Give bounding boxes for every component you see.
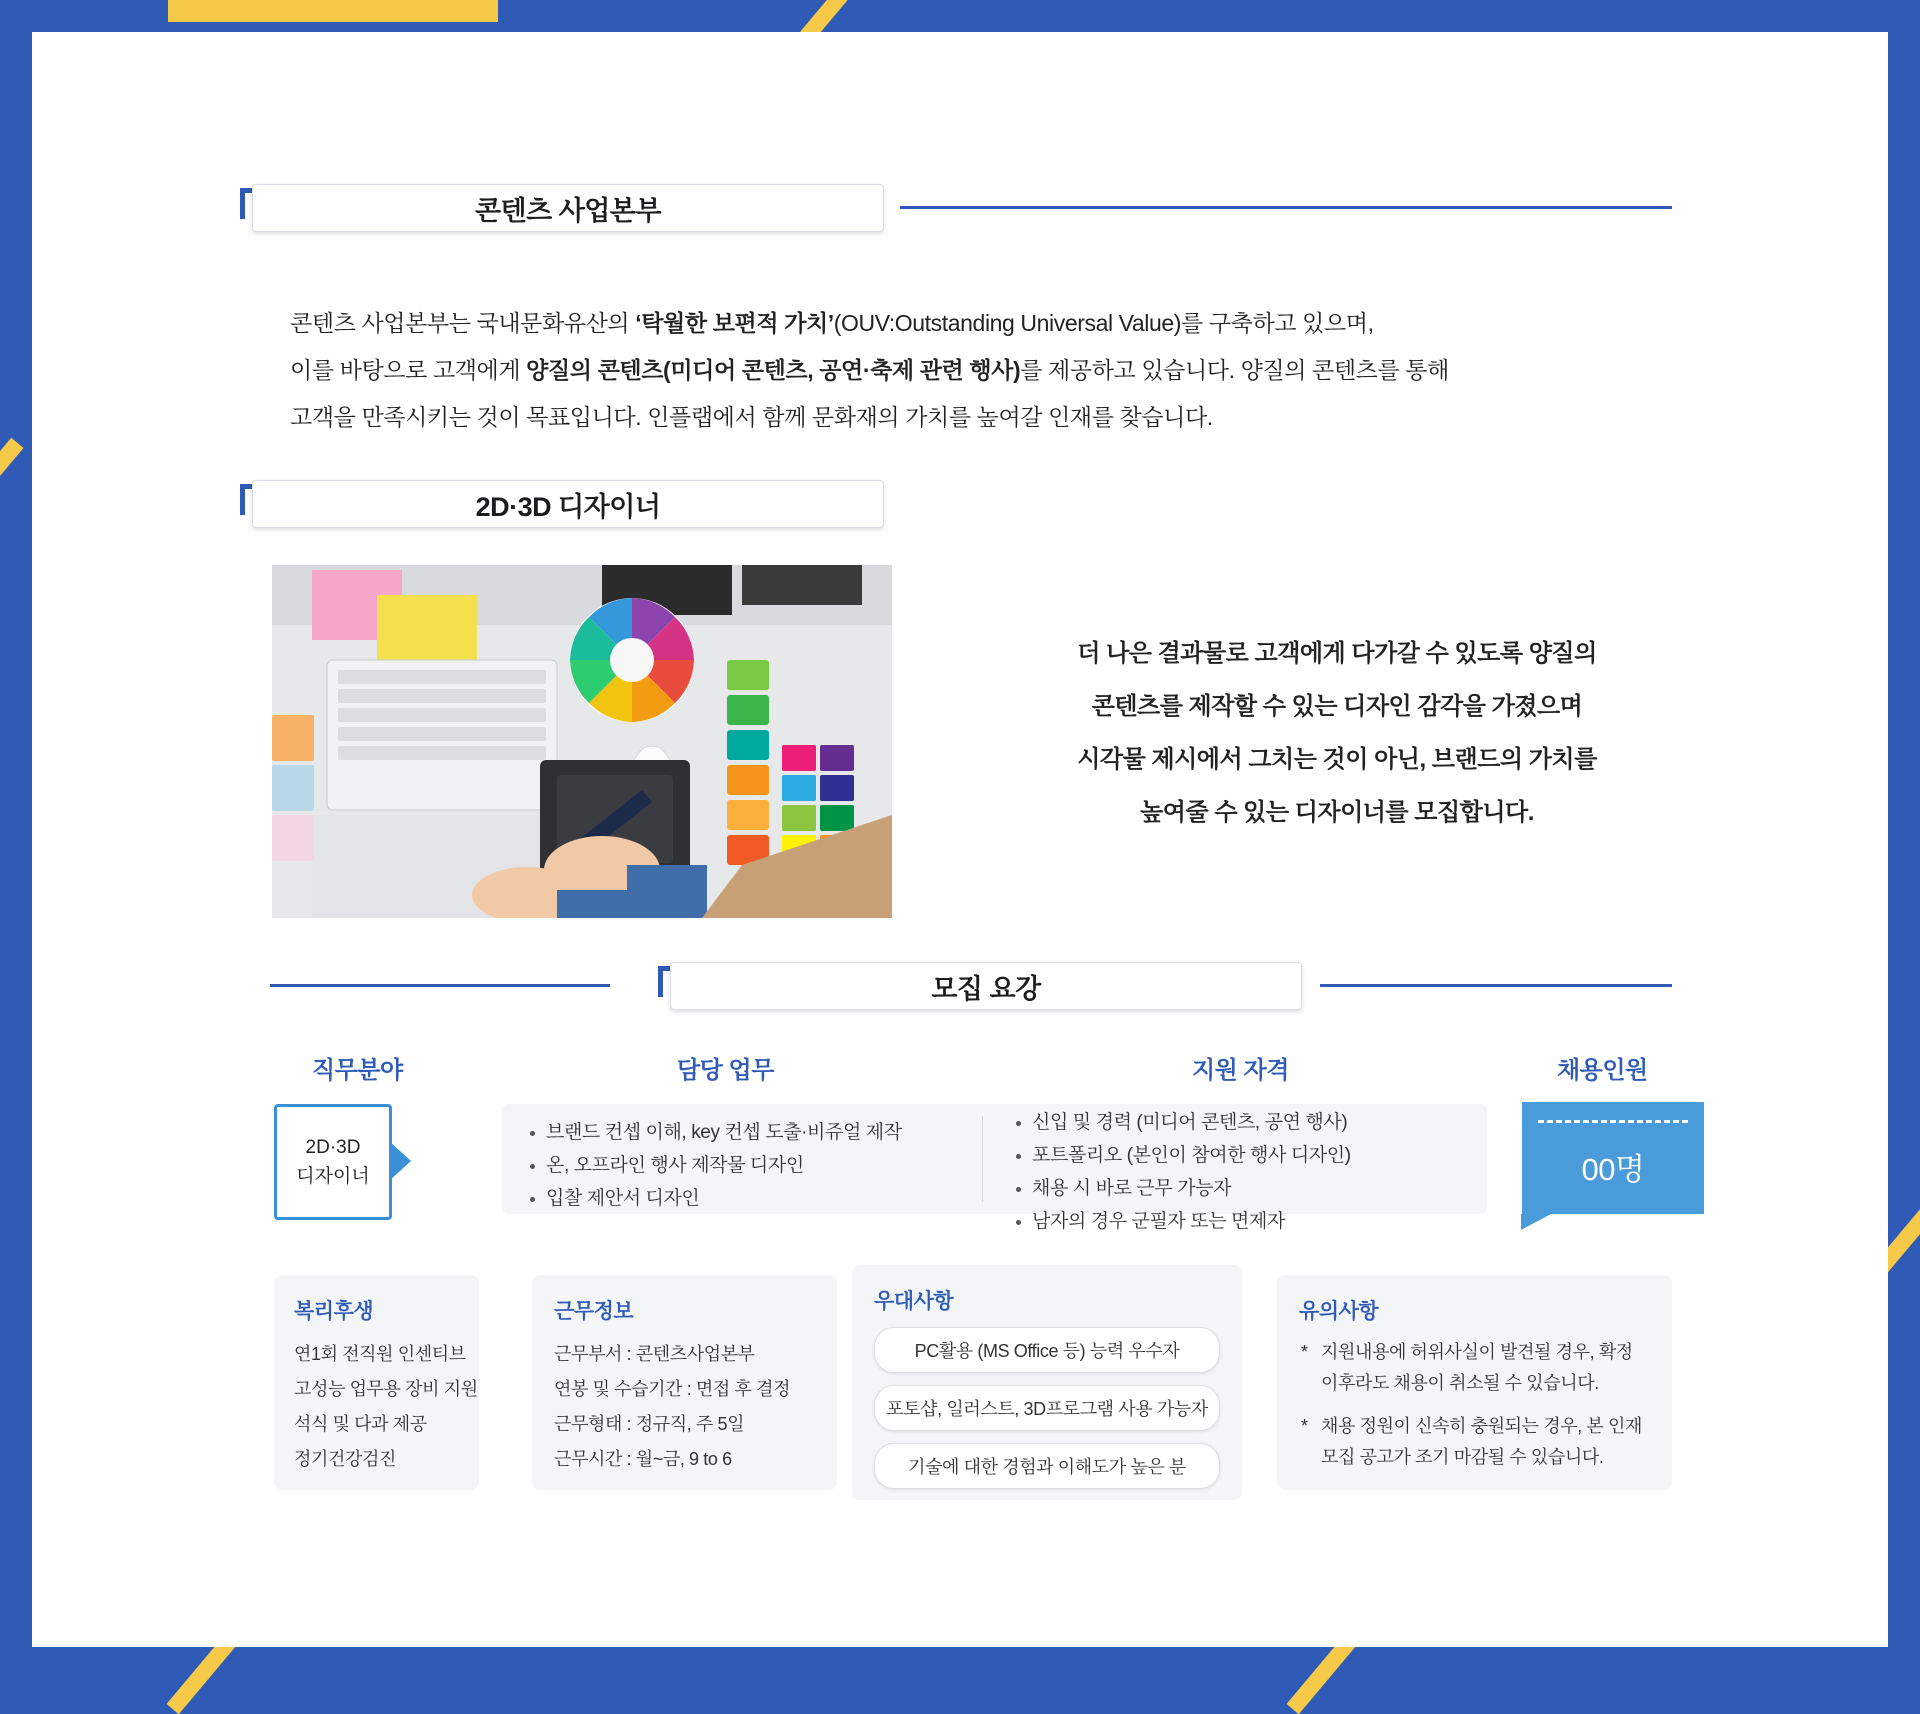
qualification-list [1012,1106,1472,1238]
card-line: 근무부서 : 콘텐츠사업본부 [554,1344,755,1364]
notice-item: * 채용 정원이 신속히 충원되는 경우, 본 인재 모집 공고가 조기 마감될 수 있습니다. [1299,1411,1650,1473]
column-header-qualification: 지원 자격 [1192,1057,1289,1084]
ribbon-dashed-line [1538,1120,1688,1123]
job-field-line1: 2D·3D [305,1137,361,1158]
section-rule-right [900,206,1672,209]
workspace-photo-illustration [272,565,892,918]
list-item: 온, 오프라인 행사 제작물 디자인 [526,1149,976,1182]
panel-divider [982,1116,983,1202]
role-description-line2: 콘텐츠를 제작할 수 있는 디자인 감각을 가졌으며 [1091,693,1583,720]
section-header-department [240,184,1672,230]
role-description-line1: 더 나은 결과물로 고객에게 다가갈 수 있도록 양질의 [1077,640,1597,667]
intro-line2-c: 를 제공하고 있습니다. 양질의 콘텐츠를 통해 [1020,357,1449,383]
headcount-ribbon [1522,1102,1704,1214]
preferred-item: PC활용 (MS Office 등) 능력 우수자 [874,1327,1220,1373]
preferred-item: 기술에 대한 경험과 이해도가 높은 분 [874,1443,1220,1489]
card-title: 우대사항 [874,1290,954,1313]
list-item: 남자의 경우 군필자 또는 면제자 [1012,1205,1472,1238]
intro-paragraph [290,300,1690,441]
card-line: 석식 및 다과 제공 [294,1414,427,1434]
role-description-line3: 시각물 제시에서 그치는 것이 아닌, 브랜드의 가치를 [1077,746,1597,773]
duty-list [526,1116,976,1215]
poster-page [32,32,1888,1647]
intro-line2-highlight: 양질의 콘텐츠(미디어 콘텐츠, 공연·축제 관련 행사) [526,357,1021,383]
section-header-role [240,480,880,526]
intro-line3: 고객을 만족시키는 것이 목표입니다. 인플랩에서 함께 문화재의 가치를 높여갈 인재를 찾습니다. [290,404,1213,430]
column-header-field: 직무분야 [312,1057,403,1084]
intro-line1-c: (OUV:Outstanding Universal Value)를 구축하고 있으며, [833,310,1374,336]
job-field-line2: 디자이너 [296,1166,370,1187]
section-title-box [252,184,884,232]
card-benefits [274,1275,479,1490]
decor-diagonal-left [0,438,23,533]
intro-line2-a: 이를 바탕으로 고객에게 [290,357,527,383]
job-field-tag [274,1104,392,1220]
list-item: 포트폴리오 (본인이 참여한 행사 디자인) [1012,1139,1472,1172]
column-header-duty: 담당 업무 [677,1057,774,1084]
list-item: 브랜드 컨셉 이해, key 컨셉 도출·비쥬얼 제작 [526,1116,976,1149]
card-title: 근무정보 [554,1300,634,1323]
card-preferred [852,1265,1242,1500]
workspace-photo [272,565,892,918]
role-description [1012,627,1662,839]
role-description-line4: 높여줄 수 있는 디자이너를 모집합니다. [1140,799,1534,826]
card-title: 복리후생 [294,1300,374,1323]
list-item: 채용 시 바로 근무 가능자 [1012,1172,1472,1205]
card-title: 유의사항 [1299,1300,1379,1323]
section-header-recruit [240,962,1672,1008]
list-item: 입찰 제안서 디자인 [526,1182,976,1215]
section-title-text: 모집 요강 [931,973,1041,1004]
list-item: 신입 및 경력 (미디어 콘텐츠, 공연 행사) [1012,1106,1472,1139]
intro-line1-a: 콘텐츠 사업본부는 국내문화유산의 [290,310,636,336]
card-work-info [532,1275,837,1490]
decor-yellow-bar-top [168,0,498,22]
section-rule-right [1320,984,1672,987]
card-line: 정기건강검진 [294,1449,396,1469]
duty-qualification-panel [502,1104,1487,1232]
preferred-item: 포토샵, 일러스트, 3D프로그램 사용 가능자 [874,1385,1220,1431]
section-title-text: 콘텐츠 사업본부 [474,195,662,226]
column-header-headcount: 채용인원 [1557,1057,1648,1084]
card-notice [1277,1275,1672,1490]
intro-line1-highlight: ‘탁월한 보편적 가치’ [635,310,834,336]
section-title-box [252,480,884,528]
card-line: 근무시간 : 월~금, 9 to 6 [554,1449,732,1469]
card-line: 연봉 및 수습기간 : 면접 후 결정 [554,1379,791,1399]
card-line: 고성능 업무용 장비 지원 [294,1379,478,1399]
card-line: 연1회 전직원 인센티브 [294,1344,466,1364]
section-rule-left [270,984,610,987]
section-title-text: 2D·3D 디자이너 [475,491,661,522]
card-line: 근무형태 : 정규직, 주 5일 [554,1414,745,1434]
section-title-box [670,962,1302,1010]
headcount-value: 00명 [1581,1152,1645,1187]
notice-item: * 지원내용에 허위사실이 발견될 경우, 확정 이후라도 채용이 취소될 수 있습니다. [1299,1337,1650,1399]
